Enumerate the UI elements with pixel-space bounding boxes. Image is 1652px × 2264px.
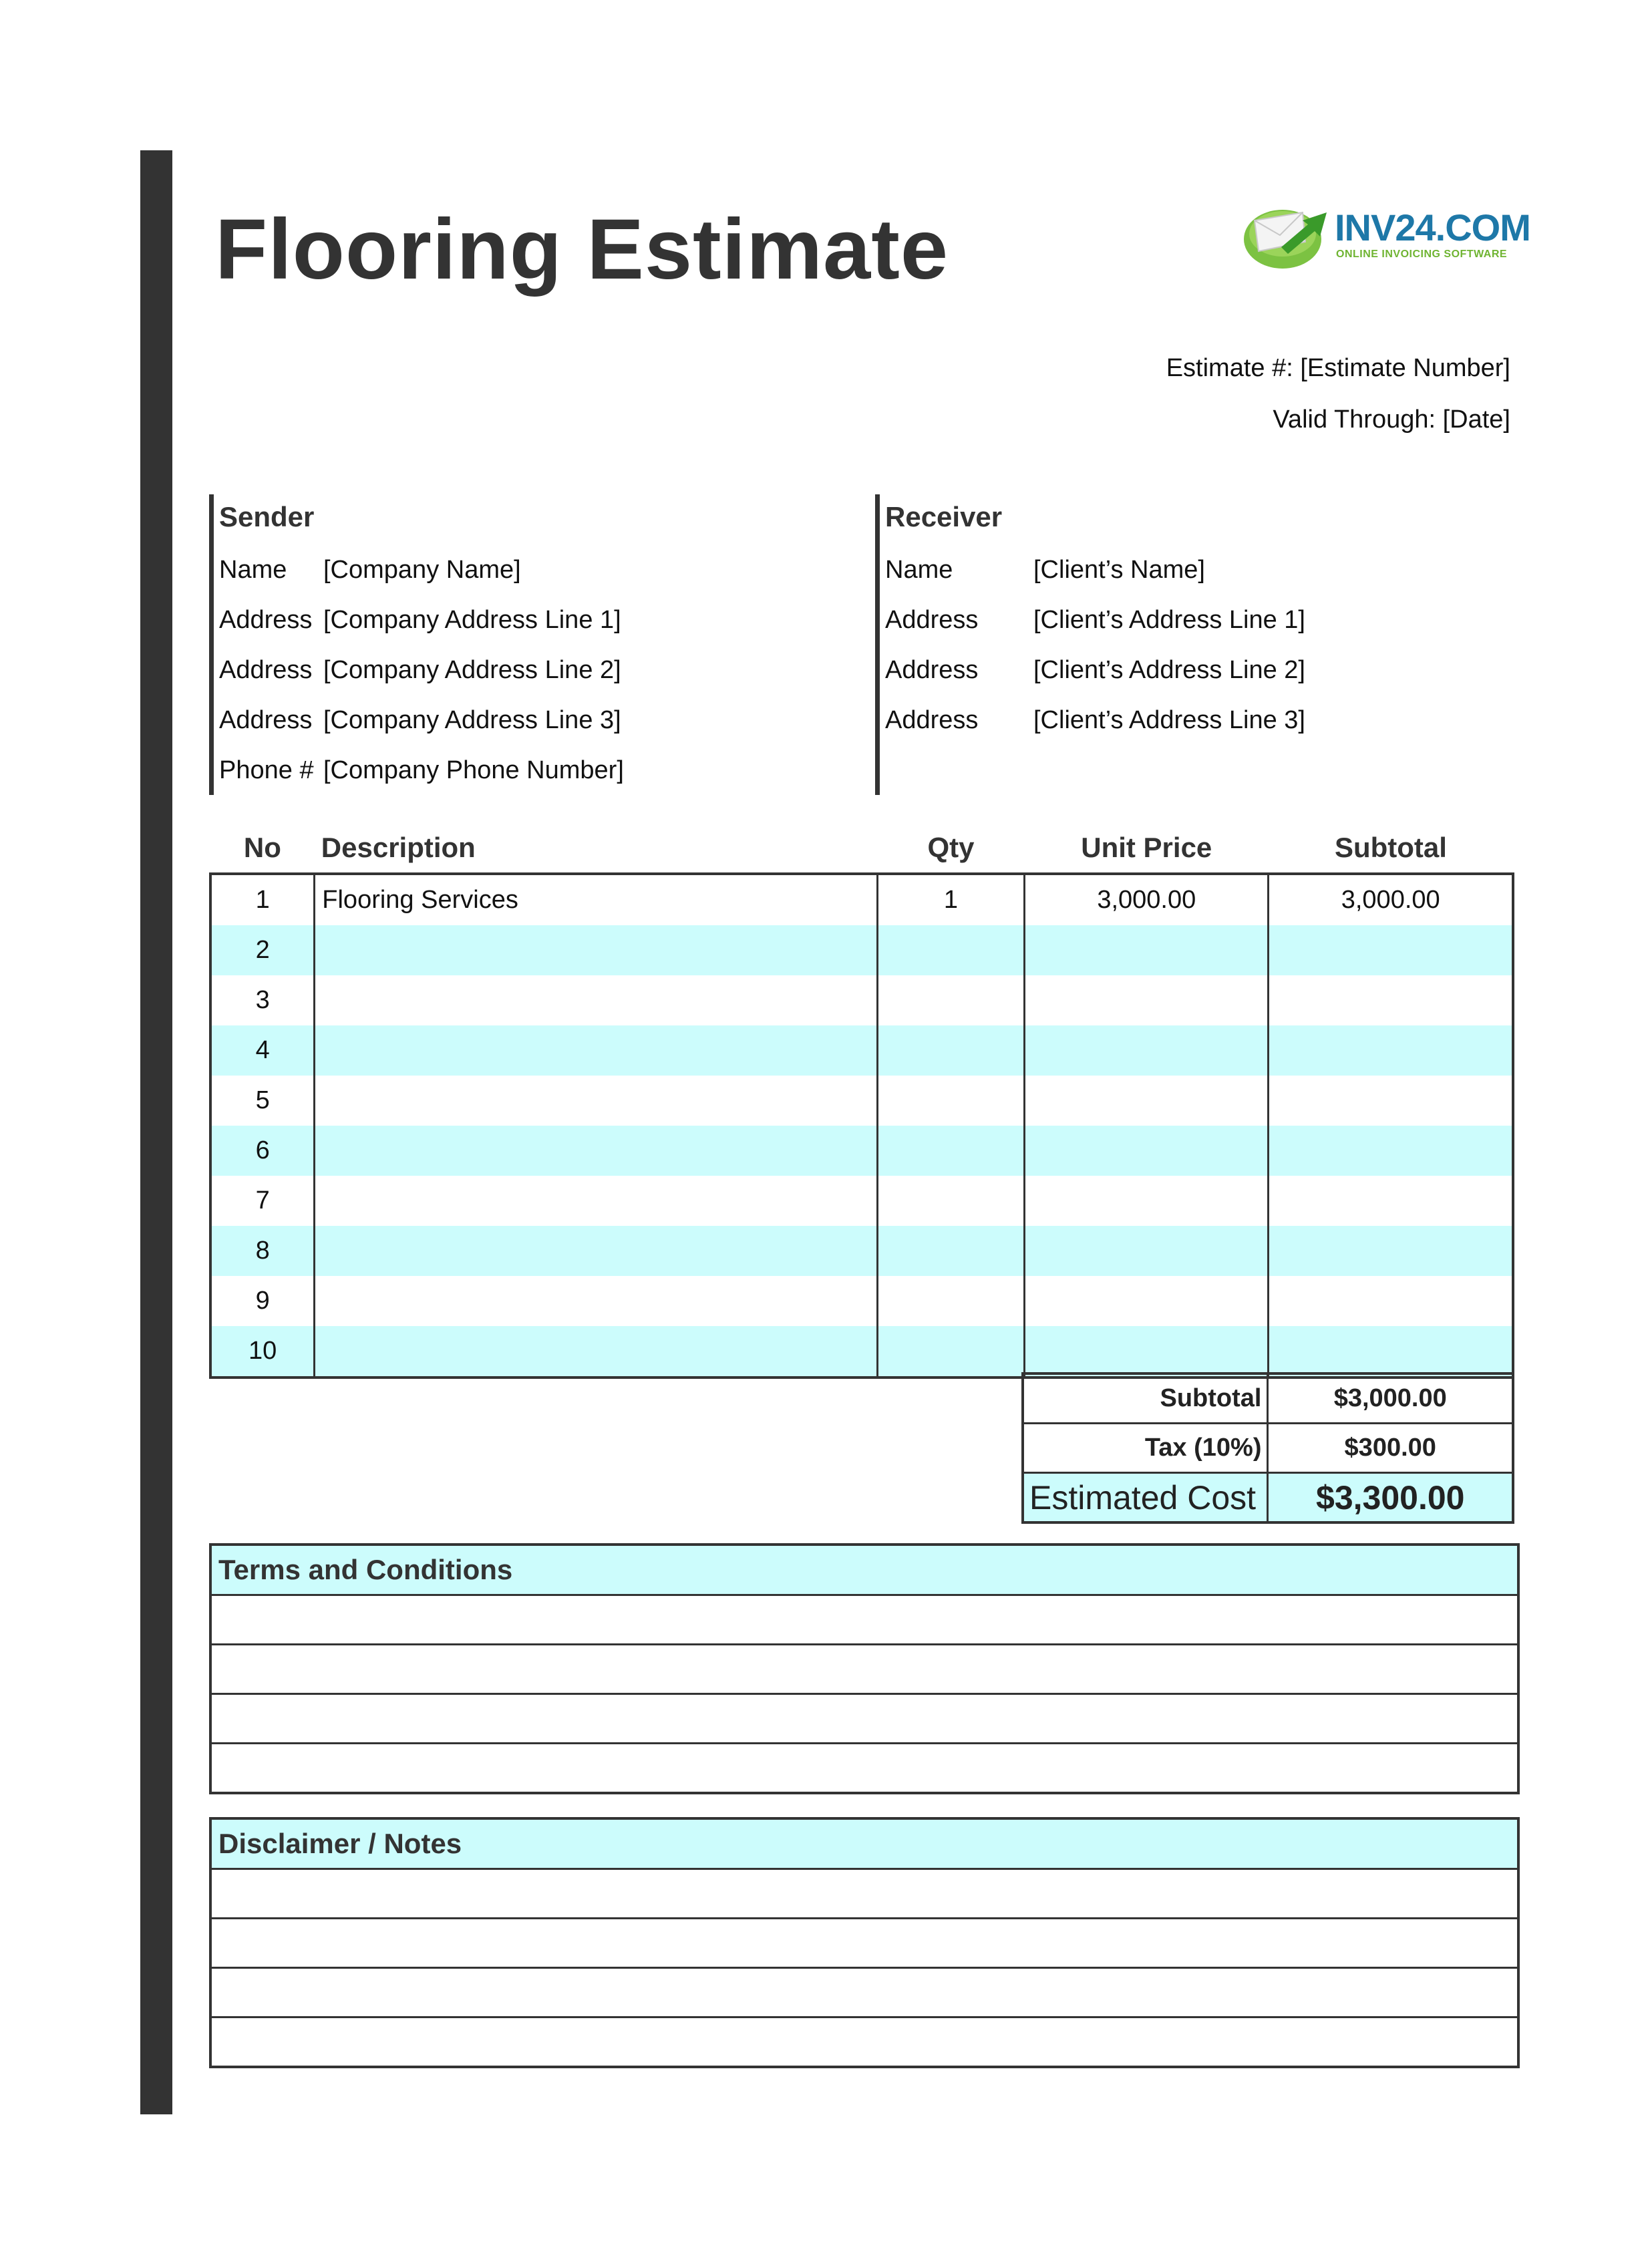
logo-tagline: ONLINE INVOICING SOFTWARE [1336,249,1508,260]
header-subtotal: Subtotal [1334,832,1447,863]
header-qty: Qty [927,832,975,863]
sender-row: Phone # [Company Phone Number] [219,756,624,784]
table-row: 8 [210,1226,1513,1276]
estimate-number: Estimate #: [Estimate Number] [1166,354,1510,382]
totals-table [1021,1372,1514,1524]
receiver-row: Address [Client’s Address Line 2] [885,656,1305,684]
subtotal-row [1023,1373,1513,1424]
document-title: Flooring Estimate [215,202,949,297]
table-row: 10 [210,1326,1513,1378]
notes-line [212,1870,1517,1919]
header-no: No [243,832,281,863]
estimated-cost-label: Estimated Cost [1023,1473,1268,1523]
sender-row: Address [Company Address Line 1] [219,606,621,634]
table-row: 6 [210,1126,1513,1176]
tax-label: Tax (10%) [1023,1424,1268,1473]
sender-row: Name [Company Name] [219,556,521,584]
notes-line [212,1919,1517,1969]
table-row: 5 [210,1076,1513,1126]
receiver-row: Address [Client’s Address Line 1] [885,606,1305,634]
subtotal-value: $3,000.00 [1268,1373,1513,1424]
table-row: 4 [210,1025,1513,1076]
tax-value: $300.00 [1268,1424,1513,1473]
receiver-section [875,494,1508,795]
notes-line [212,2018,1517,2066]
terms-line [212,1695,1517,1744]
sender-row: Address [Company Address Line 3] [219,706,621,734]
notes-line [212,1969,1517,2018]
receiver-row: Address [Client’s Address Line 3] [885,706,1305,734]
company-logo [1241,200,1530,274]
notes-heading: Disclaimer / Notes [212,1820,1517,1870]
sender-section [209,494,842,795]
table-row: 2 [210,925,1513,975]
table-header-row [210,823,1513,874]
notes-section [209,1817,1520,2068]
valid-through: Valid Through: [Date] [1273,406,1510,434]
logo-brand-text: INV24.COM [1335,206,1530,249]
table-row: 1 Flooring Services 1 3,000.00 3,000.00 [210,874,1513,925]
receiver-row: Name [Client’s Name] [885,556,1205,584]
table-row: 7 [210,1176,1513,1226]
estimated-cost-row [1023,1473,1513,1523]
terms-line [212,1596,1517,1645]
terms-line [212,1645,1517,1695]
envelope-arrow-icon [1241,200,1331,274]
header-unit-price: Unit Price [1081,832,1212,863]
sender-row: Address [Company Address Line 2] [219,656,621,684]
table-row: 9 [210,1276,1513,1326]
subtotal-label: Subtotal [1023,1373,1268,1424]
terms-line [212,1744,1517,1792]
header-description: Description [321,832,476,863]
tax-row [1023,1424,1513,1473]
sender-heading: Sender [219,501,315,532]
line-items-table [209,823,1514,1379]
receiver-heading: Receiver [885,501,1003,532]
terms-heading: Terms and Conditions [212,1546,1517,1596]
estimated-cost-value: $3,300.00 [1268,1473,1513,1523]
terms-section [209,1543,1520,1794]
left-accent-bar [140,150,172,2114]
table-row: 3 [210,975,1513,1025]
